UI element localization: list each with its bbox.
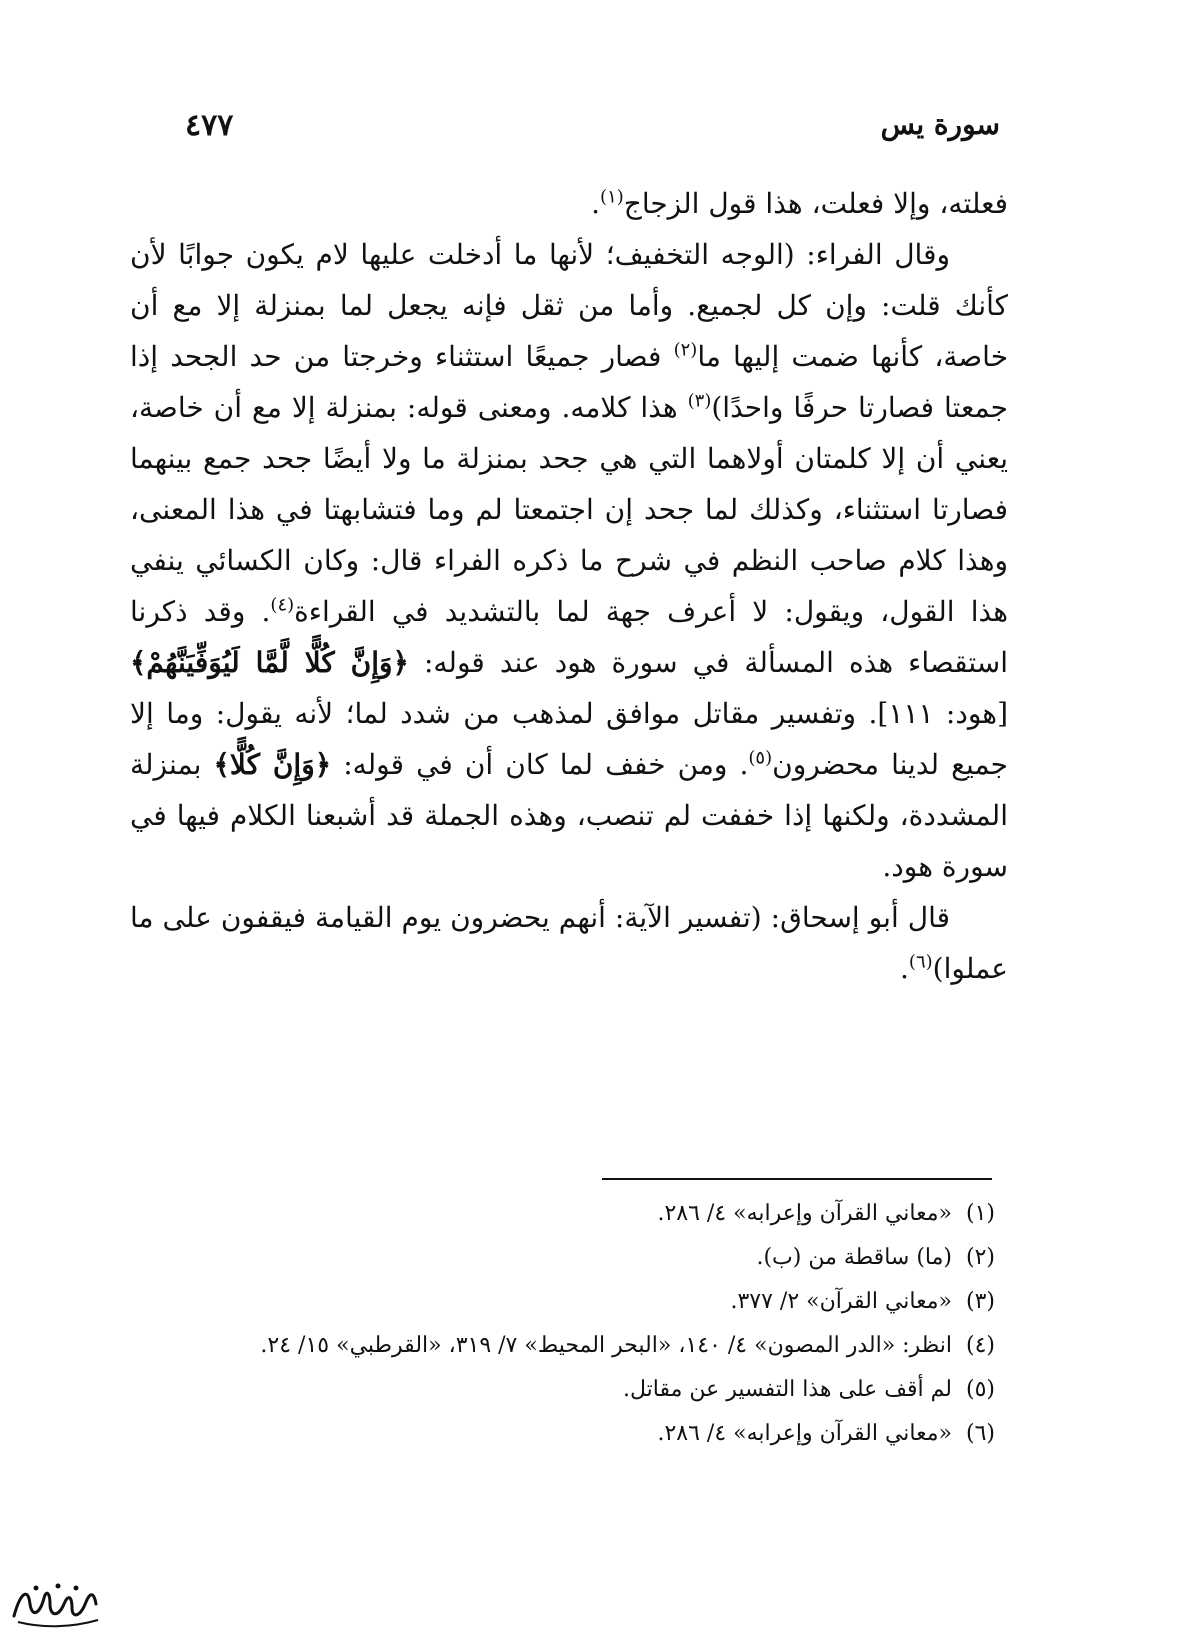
- footnote-ref-3: (٣): [687, 390, 712, 412]
- paragraph-1-end: .: [591, 187, 601, 220]
- footnote-number: (٥): [965, 1377, 995, 1402]
- footnote-6: [125, 1412, 995, 1456]
- publisher-logo: [6, 1574, 106, 1634]
- footnote-text: لم أقف على هذا التفسير عن مقاتل.: [623, 1377, 952, 1402]
- footnote-text: «معاني القرآن وإعرابه» ٤/ ٢٨٦.: [657, 1201, 952, 1226]
- paragraph-2-text-5: [هود: ١١١]. وتفسير مقاتل موافق لمذهب من شدد لما؛ لأنه يقول: وما إلا جميع لدينا محضرون: [130, 697, 1008, 781]
- footnote-text: «معاني القرآن» ٢/ ٣٧٧.: [730, 1289, 952, 1314]
- paragraph-2-text-4: . وقد ذكرنا استقصاء هذه المسألة في سورة هود عند قوله:: [130, 595, 1009, 679]
- footnote-number: (١): [965, 1201, 995, 1226]
- footnote-text: «معاني القرآن وإعرابه» ٤/ ٢٨٦.: [657, 1421, 952, 1446]
- footnote-5: [125, 1368, 995, 1412]
- quran-verse-1: ﴿وَإِنَّ كُلًّا لَّمَّا لَيُوَفِّيَنَّهُمْ﴾: [130, 646, 409, 679]
- footnote-4: [125, 1324, 995, 1368]
- paragraph-2-text-1: وقال الفراء: (الوجه التخفيف؛ لأنها ما أدخلت عليها لام يكون جوابًا لأن كأنك قلت: وإن كل لجميع. وأما من ثقل فإنه يجعل لما بمنزلة إلا مع أن خاصة، كأنها ضمت إليها ما: [130, 238, 1009, 373]
- paragraph-3: [130, 892, 1008, 994]
- paragraph-3-end: .: [900, 952, 909, 985]
- main-text: [130, 178, 1008, 994]
- footnote-number: (٦): [965, 1421, 995, 1446]
- footnote-text: (ما) ساقطة من (ب).: [756, 1245, 952, 1270]
- footnote-ref-1: (١): [600, 186, 624, 208]
- page-header: [185, 108, 1000, 148]
- footnote-2: [125, 1236, 995, 1280]
- footnote-text: انظر: «الدر المصون» ٤/ ١٤٠، «البحر المحيط» ٧/ ٣١٩، «القرطبي» ١٥/ ٢٤.: [260, 1333, 952, 1358]
- paragraph-2-text-3: هذا كلامه. ومعنى قوله: بمنزلة إلا مع أن خاصة، يعني أن إلا كلمتان أولاهما التي هي جحد بمنزلة ما ولا أيضًا جحد جمع بينهما فصارتا استثناء، وكذلك لما جحد إن اجتمعتا لم وما فتشابهتا في هذا المعنى، وهذا كلام صاحب النظم في شرح ما ذكره الفراء قال: وكان الكسائي ينفي هذا القول، ويقول: لا أعرف جهة لما بالتشديد في القراءة: [130, 391, 1008, 628]
- paragraph-2-text-6: . ومن خفف لما كان أن في قوله:: [331, 748, 749, 781]
- footnote-number: (٢): [965, 1245, 995, 1270]
- footnote-1: [125, 1192, 995, 1236]
- quran-verse-2: ﴿وَإِنَّ كُلًّا﴾: [213, 748, 332, 781]
- running-title: سورة يس: [880, 108, 1000, 141]
- paragraph-2-text-2: فصار جميعًا استثناء وخرجتا من حد الجحد إذا جمعتا فصارتا حرفًا واحدًا): [130, 340, 1008, 424]
- paragraph-2-text-7: بمنزلة المشددة، ولكنها إذا خففت لم تنصب، وهذه الجملة قد أشبعنا الكلام فيها في سورة هود.: [130, 748, 1008, 883]
- paragraph-2: [130, 229, 1008, 892]
- footnote-number: (٤): [965, 1333, 995, 1358]
- footnote-ref-2: (٢): [673, 339, 698, 361]
- footnote-3: [125, 1280, 995, 1324]
- footnotes: [125, 1192, 995, 1456]
- footnote-ref-6: (٦): [908, 951, 933, 973]
- footnote-ref-5: (٥): [748, 747, 773, 769]
- paragraph-1-text: فعلته، وإلا فعلت، هذا قول الزجاج: [623, 187, 1008, 220]
- footnote-divider: [602, 1178, 992, 1180]
- paragraph-1: [130, 178, 1008, 229]
- paragraph-3-text: قال أبو إسحاق: (تفسير الآية: أنهم يحضرون يوم القيامة فيقفون على ما عملوا): [130, 901, 1008, 985]
- page-number: ٤٧٧: [185, 108, 234, 143]
- footnote-ref-4: (٤): [270, 594, 295, 616]
- footnote-number: (٣): [965, 1289, 995, 1314]
